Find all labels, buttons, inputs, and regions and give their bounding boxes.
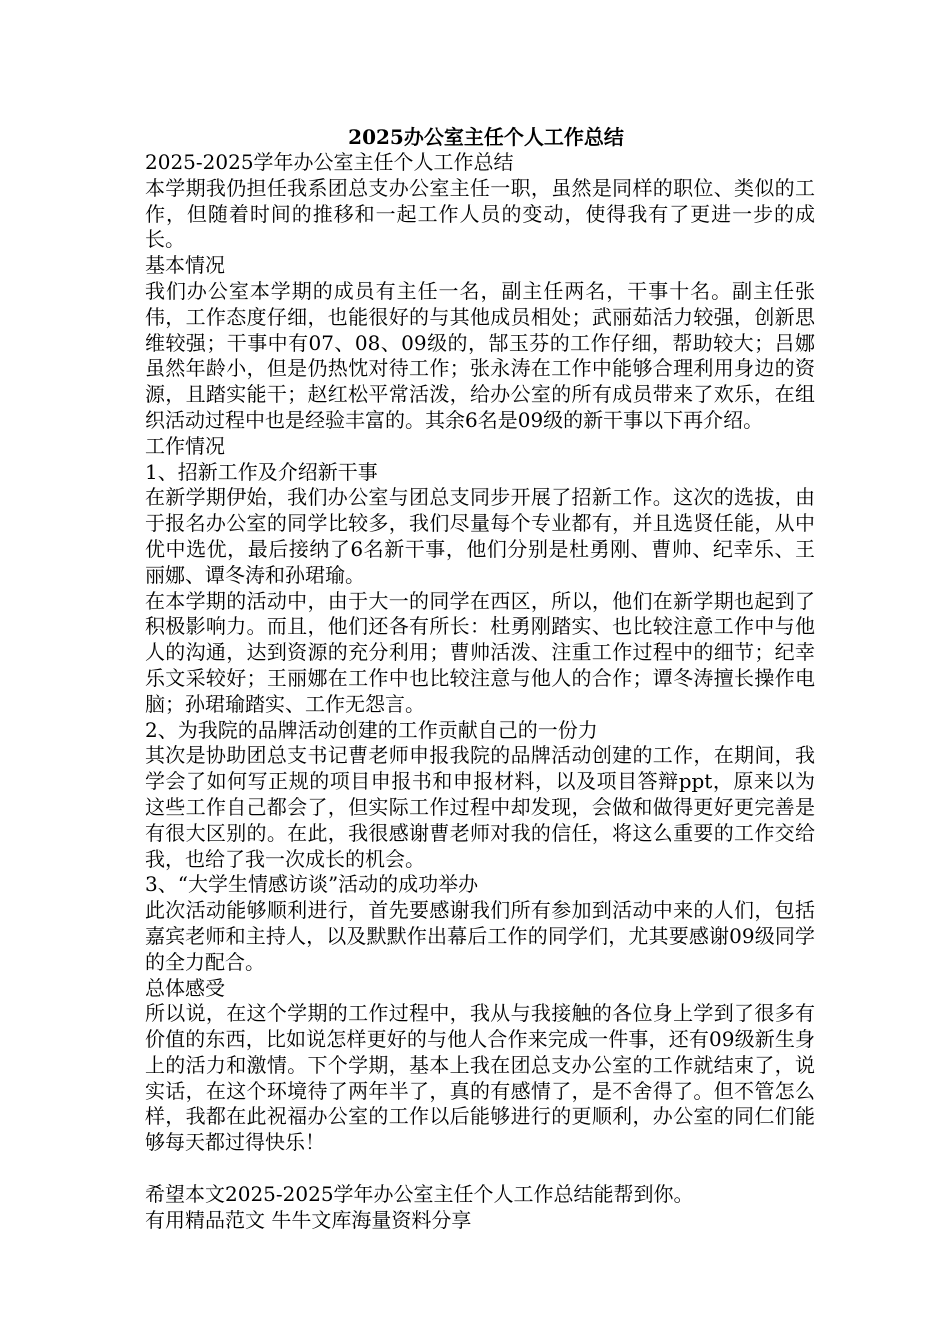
heading-basic-situation: 基本情况 — [145, 253, 225, 278]
paragraph-brand-activity: 其次是协助团总支书记曹老师申报我院的品牌活动创建的工作，在期间，我学会了如何写正规的项目申报书和申报材料，以及项目答辩ppt，原来以为这些工作自己都会了，但实际工作过程中却发现，会做和做得更好更完善是有很大区别的。在此，我很感谢曹老师对我的信任，将这么重要的工作交给我，也给了我一次成长的机会。 — [145, 743, 815, 871]
document-title: 2025办公室主任个人工作总结 — [348, 125, 624, 149]
paragraph-new-members: 在本学期的活动中，由于大一的同学在西区，所以，他们在新学期也起到了积极影响力。而且，他们还各有所长：杜勇刚踏实、也比较注意工作中与他人的沟通，达到资源的充分利用；曹帅活泼、注重工作过程中的细节；纪幸乐文采较好；王丽娜在工作中也比较注意与他人的合作；谭冬涛擅长操作电脑；孙珺瑜踏实、工作无怨言。 — [145, 588, 815, 716]
paragraph-subtitle: 2025-2025学年办公室主任个人工作总结 — [145, 150, 514, 174]
heading-brand-activity: 2、为我院的品牌活动创建的工作贡献自己的一份力 — [145, 717, 598, 742]
blank-line — [145, 1156, 815, 1182]
document-page — [145, 124, 815, 1233]
paragraph-overall-feeling: 所以说，在这个学期的工作过程中，我从与我接触的各位身上学到了很多有价值的东西，比如说怎样更好的与他人合作来完成一件事，还有09级新生身上的活力和激情。下个学期，基本上我在团总支办公室的工作就结束了，说实话，在这个环境待了两年半了，真的有感情了，是不舍得了。但不管怎么样，我都在此祝福办公室的工作以后能够进行的更顺利，办公室的同仁们能够每天都过得快乐！ — [145, 1001, 815, 1155]
heading-work-situation: 工作情况 — [145, 433, 225, 458]
heading-recruitment: 1、招新工作及介绍新干事 — [145, 459, 378, 484]
paragraph-intro: 本学期我仍担任我系团总支办公室主任一职，虽然是同样的职位、类似的工作，但随着时间的推移和一起工作人员的变动，使得我有了更进一步的成长。 — [145, 175, 815, 252]
paragraph-members: 我们办公室本学期的成员有主任一名，副主任两名，干事十名。副主任张伟，工作态度仔细，也能很好的与其他成员相处；武丽茹活力较强，创新思维较强；干事中有07、08、09级的，郜玉芬的工作仔细，帮助较大；吕娜虽然年龄小，但是仍热忱对待工作；张永涛在工作中能够合理利用身边的资源，且踏实能干；赵红松平常活泼，给办公室的所有成员带来了欢乐，在组织活动过程中也是经验丰富的。其余6名是09级的新干事以下再介绍。 — [145, 278, 815, 432]
closing-line: 希望本文2025-2025学年办公室主任个人工作总结能帮到你。 — [145, 1181, 694, 1206]
paragraph-recruitment: 在新学期伊始，我们办公室与团总支同步开展了招新工作。这次的选拔，由于报名办公室的同学比较多，我们尽量每个专业都有，并且选贤任能，从中优中选优，最后接纳了6名新干事，他们分别是杜勇刚、曹帅、纪幸乐、王丽娜、谭冬涛和孙珺瑜。 — [145, 485, 815, 587]
paragraph-interview-activity: 此次活动能够顺利进行，首先要感谢我们所有参加到活动中来的人们，包括嘉宾老师和主持人，以及默默作出幕后工作的同学们，尤其要感谢09级同学的全力配合。 — [145, 898, 815, 974]
footer-line: 有用精品范文 牛牛文库海量资料分享 — [145, 1207, 472, 1232]
heading-overall-feeling: 总体感受 — [145, 975, 225, 1000]
heading-interview-activity: 3、“大学生情感访谈”活动的成功举办 — [145, 872, 479, 897]
